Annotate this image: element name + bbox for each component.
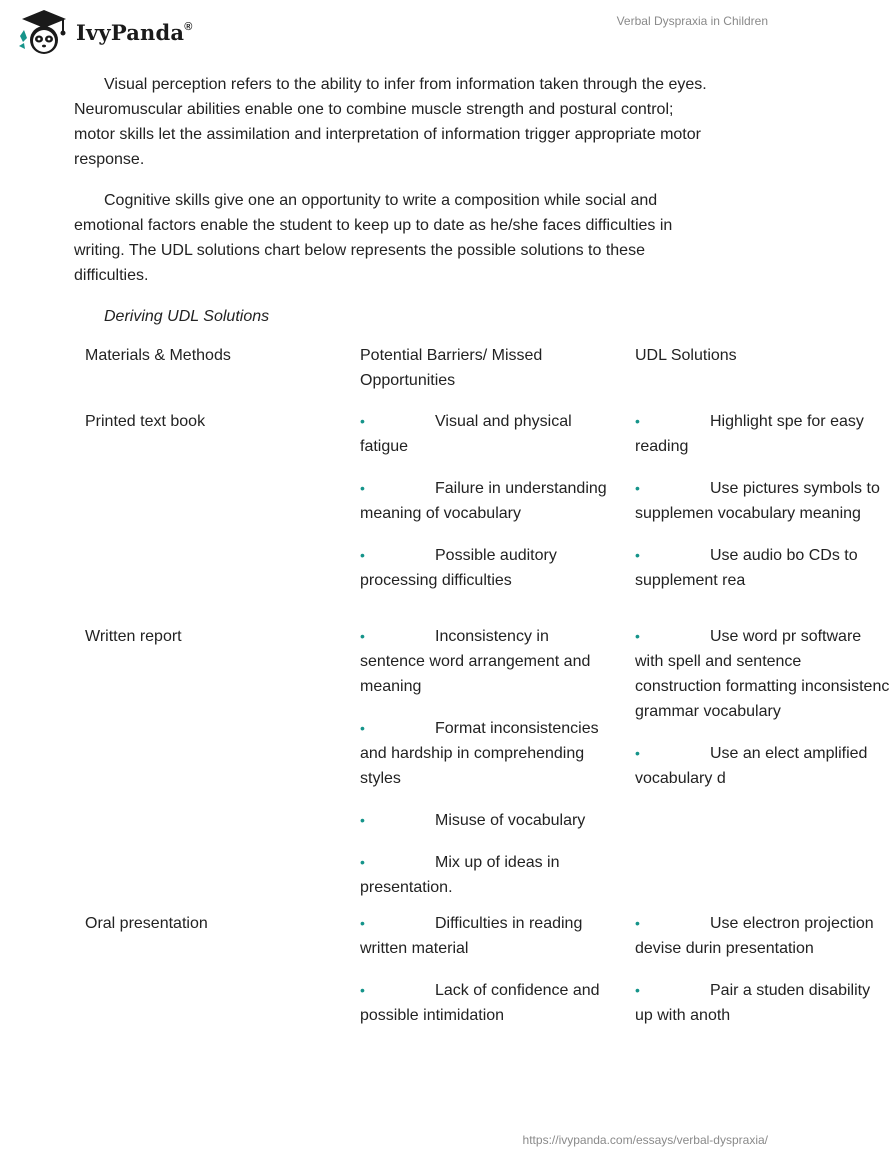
list-item: • Difficulties in reading written material: [360, 911, 615, 961]
bullet-icon: •: [360, 982, 365, 998]
bullet-icon: •: [360, 720, 365, 736]
list-item: • Failure in understanding meaning of vocabulary: [360, 476, 615, 526]
column-header-solutions: UDL Solutions: [635, 347, 737, 364]
bullet-icon: •: [360, 628, 365, 644]
document-title: Verbal Dyspraxia in Children: [616, 14, 768, 28]
list-item: • Use an elect amplified vocabulary d: [635, 741, 890, 791]
solutions-cell: [635, 409, 890, 593]
material-cell: Oral presentation: [85, 915, 208, 932]
table-caption: Deriving UDL Solutions: [104, 308, 270, 325]
bullet-icon: •: [635, 915, 640, 931]
paragraph: Cognitive skills give one an opportunity to write a composition while social and emotional factors enable the student to keep up to date as he/she faces difficulties in writing. The UDL solutions chart below represents the possible solutions to these difficulties.: [74, 192, 673, 284]
udl-solutions-table: [74, 343, 890, 1051]
list-item: • Use word pr software with spell and sentence construction formatting inconsistenc grammar vocabulary: [635, 624, 890, 724]
table-row: [74, 409, 880, 624]
material-cell: Printed text book: [85, 413, 206, 430]
list-item: • Pair a studen disability up with anoth: [635, 978, 890, 1028]
bullet-icon: •: [635, 982, 640, 998]
list-item: • Use pictures symbols to supplemen vocabulary meaning: [635, 476, 890, 526]
bullet-icon: •: [360, 915, 365, 931]
material-cell: Written report: [85, 628, 182, 645]
brand-logo[interactable]: [16, 8, 193, 56]
bullet-icon: •: [635, 745, 640, 761]
bullet-icon: •: [360, 812, 365, 828]
brand-name: IvyPanda®: [76, 19, 193, 45]
list-item: • Format inconsistencies and hardship in comprehending styles: [360, 716, 615, 791]
bullet-icon: •: [360, 413, 365, 429]
list-item: • Misuse of vocabulary: [360, 808, 615, 833]
bullet-icon: •: [635, 480, 640, 496]
bullet-icon: •: [360, 547, 365, 563]
solutions-cell: [635, 911, 890, 1028]
column-header-barriers: Potential Barriers/ Missed Opportunities: [360, 347, 543, 389]
column-header-materials: Materials & Methods: [85, 347, 231, 364]
list-item: • Possible auditory processing difficulties: [360, 543, 615, 593]
list-item: • Use electron projection devise durin presentation: [635, 911, 890, 961]
list-item: • Lack of confidence and possible intimidation: [360, 978, 615, 1028]
paragraph: Visual perception refers to the ability to infer from information taken through the eyes. Neuromuscular abilities enable one to combine muscle strength and postural control; motor skills let the assimilation and interpretation of information trigger appropriate motor response.: [74, 76, 707, 168]
bullet-icon: •: [635, 547, 640, 563]
list-item: • Visual and physical fatigue: [360, 409, 615, 459]
list-item: • Mix up of ideas in presentation.: [360, 850, 615, 900]
source-url[interactable]: https://ivypanda.com/essays/verbal-dyspraxia/: [522, 1133, 768, 1147]
bullet-icon: •: [635, 413, 640, 429]
bullet-icon: •: [360, 480, 365, 496]
list-item: • Inconsistency in sentence word arrangement and meaning: [360, 624, 615, 699]
table-row: [74, 624, 890, 911]
bullet-icon: •: [360, 854, 365, 870]
panda-graduate-icon: [16, 8, 72, 56]
barriers-cell: [360, 911, 615, 1028]
table-header-row: [74, 343, 834, 409]
table-row: [74, 911, 874, 1051]
page-header: [0, 0, 800, 60]
bullet-icon: •: [635, 628, 640, 644]
solutions-cell: [635, 624, 890, 791]
barriers-cell: [360, 409, 615, 593]
list-item: • Use audio bo CDs to supplement rea: [635, 543, 890, 593]
essay-body: [74, 72, 714, 345]
barriers-cell: [360, 624, 615, 900]
list-item: • Highlight spe for easy reading: [635, 409, 890, 459]
